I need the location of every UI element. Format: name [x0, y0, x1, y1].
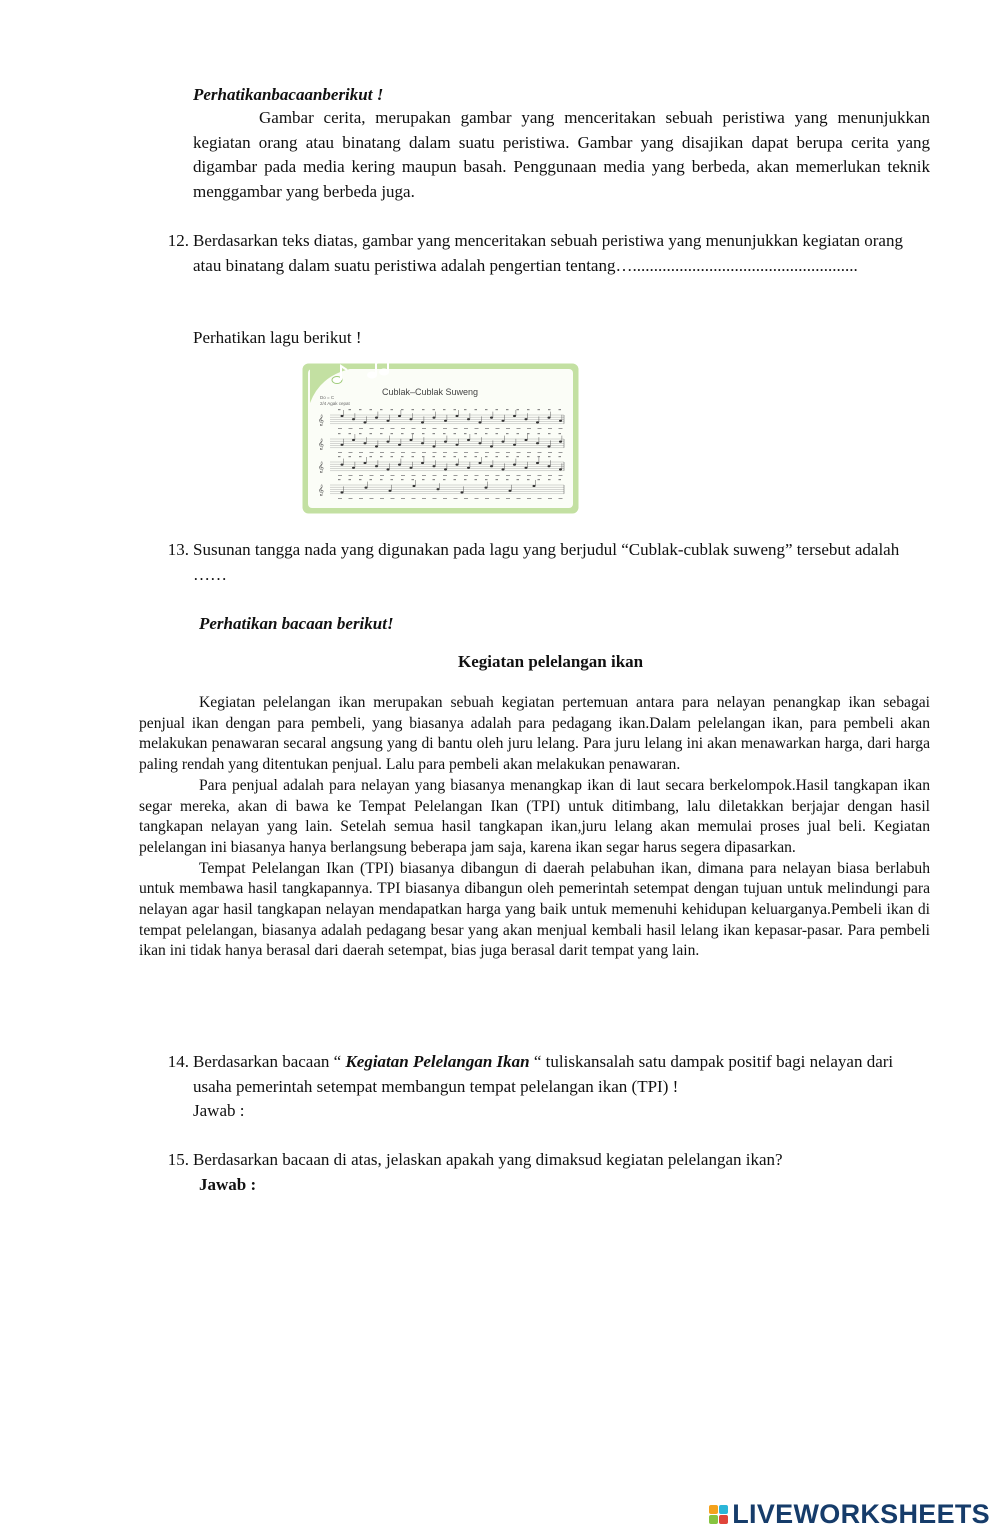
- reading-body: [139, 693, 930, 962]
- question-12: [167, 229, 905, 278]
- svg-text:𝄞: 𝄞: [318, 439, 324, 450]
- svg-text:𝄞: 𝄞: [318, 415, 324, 426]
- song-sheet-image: [302, 363, 579, 514]
- answer-label: Jawab :: [193, 1101, 245, 1120]
- question-number: 14.: [167, 1052, 189, 1071]
- svg-text:𝄞: 𝄞: [318, 462, 324, 473]
- question-number: 15.: [167, 1150, 189, 1169]
- reading-paragraph: Kegiatan pelelangan ikan merupakan sebuah kegiatan pertemuan antara para nelayan penangkap ikan sebagai penjual ikan dengan para pembeli, yang biasanya adalah para pedagang ikan.Dalam pelelangan ikan, para pembeli akan melakukan penawaran secaral angsung yang di bantu oleh juru lelang. Para juru lelang ini akan menawarkan harga, dari harga paling rendah yang ditentukan penjual. Lalu para pembeli akan melakukan penawaran.: [139, 694, 930, 774]
- reading-title-reference: Kegiatan Pelelangan Ikan: [345, 1052, 530, 1071]
- question-text: Berdasarkan bacaan di atas, jelaskan apakah yang dimaksud kegiatan pelelangan ikan?: [193, 1150, 783, 1169]
- song-prompt: Perhatikan lagu berikut !: [193, 328, 362, 347]
- answer-label: Jawab :: [199, 1174, 257, 1194]
- question-text-start: Berdasarkan bacaan “: [193, 1052, 346, 1071]
- reading-title: Kegiatan pelelangan ikan: [458, 652, 644, 671]
- question-text: Berdasarkan teks diatas, gambar yang menceritakan sebuah peristiwa yang menunjukkan kegiatan orang atau binatang dalam suatu peristiwa adalah pengertian tentang….....................................................: [193, 231, 903, 275]
- svg-text:𝄞: 𝄞: [318, 485, 324, 496]
- question-text: Susunan tangga nada yang digunakan pada lagu yang berjudul “Cublak-cublak suweng” tersebut adalah ……: [193, 540, 900, 584]
- intro-heading: Perhatikanbacaanberikut !: [193, 85, 384, 104]
- reading-heading: Perhatikan bacaan berikut!: [199, 614, 394, 633]
- reading-paragraph: Tempat Pelelangan Ikan (TPI) biasanya dibangun di daerah pelabuhan ikan, dimana para nelayan biasa berlabuh untuk membawa hasil tangkapannya. TPI biasanya dibangun oleh pemerintah setempat dengan tujuan untuk melindungi para nelayan agar hasil tangkapan nelayan mendapatkan harga yang baik untuk memenuhi kehidupan keluarganya.Pembeli ikan di tempat pelelangan, biasanya adalah pedagang besar yang akan menjual kembali hasil lelang ikan kepasar-pasar. Para pembeli ikan ini tidak hanya berasal dari daerah setempat, bias juga berasal darit tempat yang lain.: [139, 859, 930, 960]
- question-number: 13.: [167, 540, 189, 559]
- brand-name: LIVEWORKSHEETS: [732, 1498, 990, 1529]
- intro-paragraph: Gambar cerita, merupakan gambar yang menceritakan sebuah peristiwa yang menunjukkan kegiatan orang atau binatang dalam suatu peristiwa. Gambar yang disajikan dapat berupa cerita yang digambar pada media kering maupun basah. Penggunaan media yang berbeda, akan memerlukan teknik menggambar yang berbeda juga.: [193, 108, 930, 201]
- question-13: [167, 538, 905, 587]
- liveworksheets-logo: [709, 1497, 990, 1531]
- question-number: 12.: [167, 231, 189, 250]
- question-14: [167, 1050, 913, 1124]
- liveworksheets-icon: [709, 1505, 728, 1524]
- question-15: [167, 1148, 913, 1197]
- question-text-end: “ tuliskansalah satu dampak positif bagi nelayan dari usaha pemerintah setempat membangun tempat pelelangan ikan (TPI) !: [193, 1052, 894, 1096]
- song-title: Cublak–Cublak Suweng: [382, 387, 479, 397]
- song-tempo: 2/4 Agak cepat: [320, 401, 350, 406]
- music-score: [302, 363, 579, 514]
- song-key: Do = C: [320, 395, 335, 400]
- reading-paragraph: Para penjual adalah para nelayan yang biasanya menangkap ikan di laut secara berkelompok.Hasil tangkapan ikan segar mereka, akan di bawa ke Tempat Pelelangan Ikan (TPI) untuk ditimbang, lalu diletakkan berjajar dengan hasil tangkapan nelayan yang lain. Setelah semua hasil tangkapan ikan,juru lelang akan memulai proses jual beli. Kegiatan pelelangan ini biasanya hanya berlangsung beberapa jam saja, karena ikan segar harus segera dipasarkan.: [139, 776, 930, 856]
